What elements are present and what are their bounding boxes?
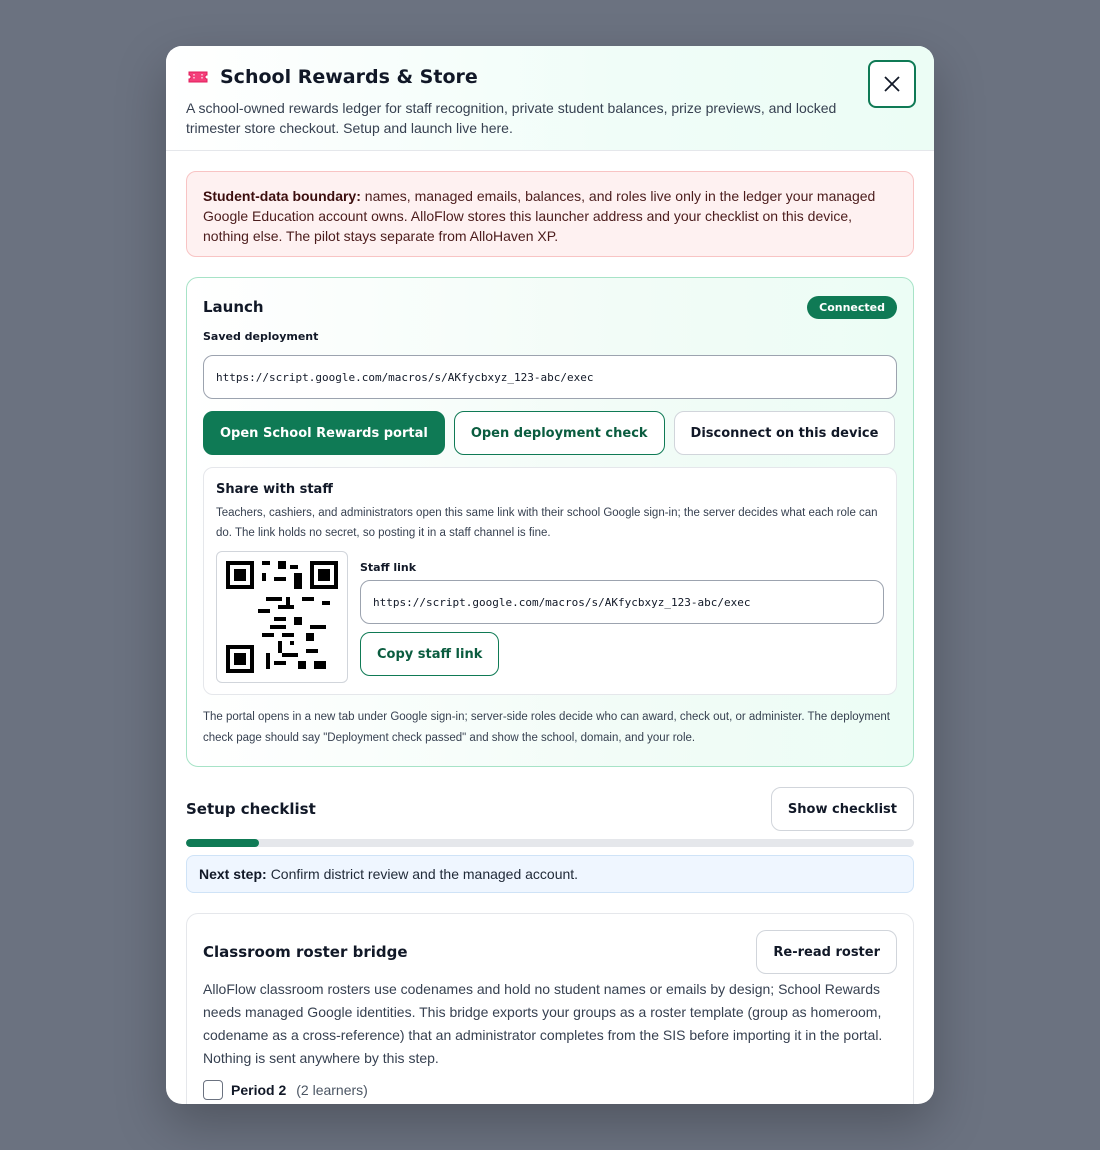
launch-title: Launch: [203, 298, 264, 316]
copy-staff-link-button[interactable]: Copy staff link: [360, 632, 499, 676]
share-grid: [216, 551, 884, 683]
close-button[interactable]: [868, 60, 916, 108]
launch-header: [203, 294, 897, 320]
dialog-body: [166, 151, 934, 1104]
student-data-notice: [186, 171, 914, 257]
dialog-subtitle: A school-owned rewards ledger for staff recognition, private student balances, prize previews, and locked trimester store checkout. Setup and launch live here.: [186, 100, 837, 136]
qr-code-image: [226, 561, 338, 673]
share-title: Share with staff: [216, 482, 333, 497]
group-count: (2 learners): [296, 1082, 368, 1098]
checklist-title: Setup checklist: [186, 800, 316, 818]
roster-description: AlloFlow classroom rosters use codenames and hold no student names or emails by design; School Rewards needs managed Google identities. This bridge exports your groups as a roster template (group as homeroom, codename as a cross-reference) that an administrator completes from the SIS before importing it in the portal. Nothing is sent anywhere by this step.: [203, 981, 883, 1066]
launch-panel: [186, 277, 914, 767]
group-checkbox[interactable]: [203, 1080, 223, 1100]
share-with-staff-card: [203, 467, 897, 695]
dialog-header: [166, 46, 934, 151]
open-deployment-check-button[interactable]: Open deployment check: [454, 411, 665, 455]
ticket-icon: [186, 65, 210, 89]
launch-actions: [203, 411, 897, 455]
dialog-title: School Rewards & Store: [220, 66, 478, 88]
roster-title: Classroom roster bridge: [203, 943, 408, 961]
launch-note: The portal opens in a new tab under Google sign-in; server-side roles decide who can award, check out, or administer. The deployment check page should say "Deployment check passed" and show the school, domain, and your role.: [203, 711, 890, 744]
staff-link-area: [360, 551, 884, 683]
staff-link-label: Staff link: [360, 561, 417, 574]
next-step-banner: [186, 855, 914, 893]
share-description: Teachers, cashiers, and administrators open this same link with their school Google sign-in; the server decides what each role can do. The link holds no secret, so posting it in a staff channel is fine.: [216, 507, 878, 539]
roster-bridge-card: [186, 913, 914, 1104]
progress-fill: [186, 839, 259, 847]
title-row: [186, 64, 914, 90]
show-checklist-button[interactable]: Show checklist: [771, 787, 914, 831]
disconnect-button[interactable]: Disconnect on this device: [674, 411, 896, 455]
open-portal-button[interactable]: Open School Rewards portal: [203, 411, 445, 455]
roster-group-item[interactable]: [203, 1080, 897, 1100]
checklist-header: [186, 787, 914, 831]
group-name: Period 2: [231, 1082, 287, 1098]
checklist-progress-bar: [186, 839, 914, 847]
notice-label: Student-data boundary:: [203, 188, 361, 204]
re-read-roster-button[interactable]: Re-read roster: [756, 930, 897, 974]
next-step-text: Confirm district review and the managed account.: [270, 866, 579, 882]
deployment-url-input[interactable]: [203, 355, 897, 399]
next-step-label: Next step:: [199, 866, 267, 882]
status-badge: Connected: [807, 296, 897, 319]
close-icon: [882, 74, 902, 94]
deployment-label: Saved deployment: [203, 330, 319, 343]
roster-header: [203, 930, 897, 974]
staff-link-input[interactable]: [360, 580, 884, 624]
rewards-dialog: [166, 46, 934, 1104]
notice-text: names, managed emails, balances, and roles live only in the ledger your managed Google Education account owns. AlloFlow stores this launcher address and your checklist on this device, nothing else. The pilot stays separate from AlloHaven XP.: [203, 188, 876, 244]
qr-code: [216, 551, 348, 683]
